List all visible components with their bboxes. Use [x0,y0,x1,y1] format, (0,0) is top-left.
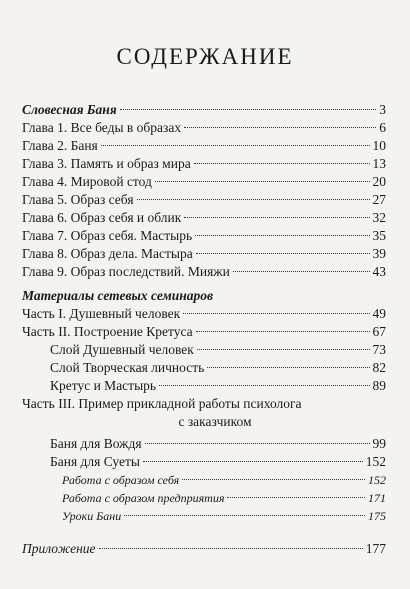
toc-page-number: 152 [368,473,386,487]
dot-leader [145,443,370,444]
toc-subsubitem [62,489,386,507]
toc-label: Глава 7. Образ себя. Мастырь [22,228,193,243]
dot-leader [159,385,369,386]
toc-page-number: 27 [372,192,386,207]
toc-page-number: 171 [368,491,386,505]
toc-page-number: 89 [372,378,386,393]
toc-label: Глава 1. Все беды в образах [22,120,182,135]
dot-leader [195,235,369,236]
toc-label-continuation: с заказчиком [178,414,252,429]
toc-page-number: 13 [372,156,386,171]
toc-subsubitem [62,471,386,489]
toc-label: Глава 3. Память и образ мира [22,156,191,171]
toc-label: Баня для Вождя [50,436,142,451]
toc-item [22,137,386,155]
toc-label: Слой Душевный человек [50,342,194,357]
toc-label: Кретус и Мастырь [50,378,157,393]
dot-leader [143,461,363,462]
toc-section-heading [22,287,386,305]
toc-item [22,191,386,209]
toc-page-number: 3 [379,102,386,117]
toc-page-number: 82 [372,360,386,375]
toc-subitem [50,359,386,377]
toc-label: Часть II. Построение Кретуса [22,324,193,339]
toc-label: Слой Творческая личность [50,360,205,375]
toc-item [22,155,386,173]
dot-leader [207,367,369,368]
toc-label: Часть III. Пример прикладной работы психолога [22,396,302,411]
dot-leader [155,181,370,182]
toc-page-number: 175 [368,509,386,523]
toc-label: Приложение [22,541,96,556]
toc-page-number: 10 [372,138,386,153]
toc-subsubitem [62,507,386,525]
dot-leader [227,497,365,498]
toc-label: Глава 5. Образ себя [22,192,134,207]
toc-label: Глава 9. Образ последствий. Мияжи [22,264,230,279]
dot-leader [182,479,365,480]
dot-leader [184,127,376,128]
toc-label: Баня для Суеты [50,454,140,469]
dot-leader [184,217,369,218]
dot-leader [99,548,363,549]
toc-appendix [22,540,386,558]
dot-leader [196,331,370,332]
toc-item [22,323,386,341]
toc-label: Глава 2. Баня [22,138,98,153]
toc-label: Глава 6. Образ себя и облик [22,210,182,225]
page-title: СОДЕРЖАНИЕ [116,44,294,69]
dot-leader [137,199,370,200]
toc-page-number: 6 [379,120,386,135]
toc-page-number: 20 [372,174,386,189]
toc-page-number: 67 [372,324,386,339]
toc-item [22,305,386,323]
toc-item [22,209,386,227]
toc-item [22,245,386,263]
toc-item [22,263,386,281]
toc-label: Материалы сетевых семинаров [22,288,214,303]
dot-leader [124,515,365,516]
toc-section-heading [22,101,386,119]
toc-label: Глава 4. Мировой стод [22,174,152,189]
dot-leader [120,109,377,110]
toc-label: Словесная Баня [22,102,117,117]
toc-subitem [50,377,386,395]
toc-subitem [50,435,386,453]
toc-page-number: 35 [372,228,386,243]
toc-page-number: 32 [372,210,386,225]
toc-item [22,227,386,245]
dot-leader [194,163,370,164]
dot-leader [101,145,370,146]
toc-subitem [50,453,386,471]
toc-page-number: 49 [372,306,386,321]
toc-item [22,395,386,413]
dot-leader [197,349,370,350]
toc-item [22,173,386,191]
dot-leader [183,313,369,314]
toc-subitem [50,341,386,359]
toc-page-number: 43 [372,264,386,279]
dot-leader [233,271,370,272]
dot-leader [196,253,370,254]
toc-page-number: 39 [372,246,386,261]
toc-page-number: 99 [372,436,386,451]
toc-item [22,119,386,137]
toc-label: Работа с образом себя [62,473,180,487]
toc-label: Часть I. Душевный человек [22,306,181,321]
toc-page-number: 177 [365,541,386,556]
toc-label: Работа с образом предприятия [62,491,225,505]
toc-label: Уроки Бани [62,509,122,523]
toc-label: Глава 8. Образ дела. Мастыра [22,246,193,261]
toc-page-number: 73 [372,342,386,357]
toc-page-number: 152 [365,454,386,469]
